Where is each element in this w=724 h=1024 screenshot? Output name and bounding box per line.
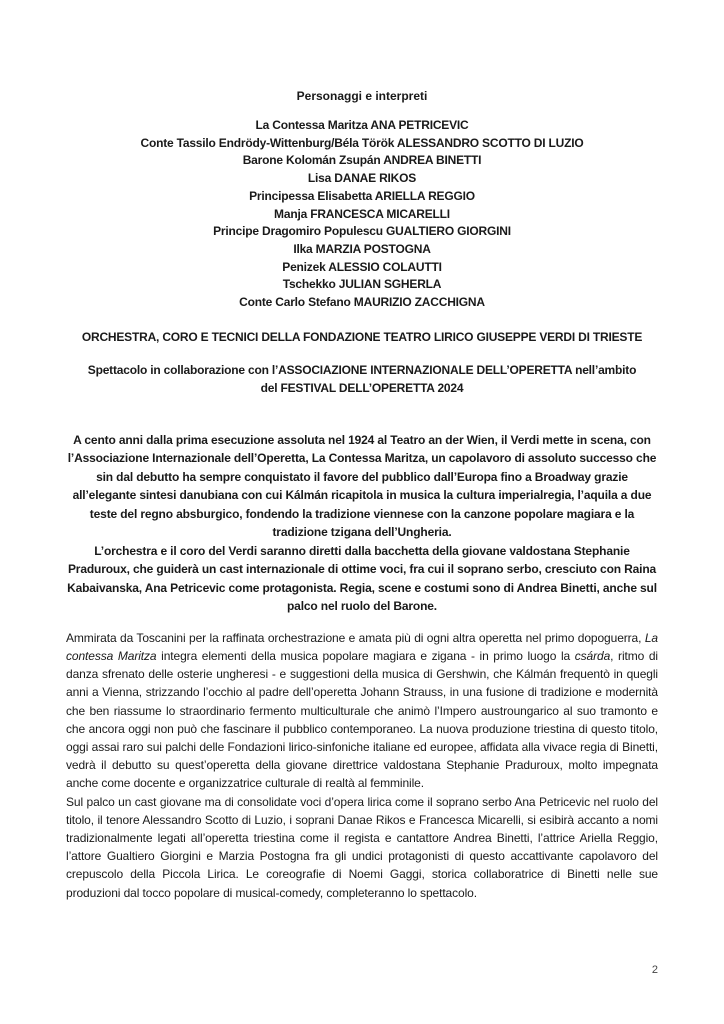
page-content	[66, 87, 658, 902]
intro-paragraph-1: A cento anni dalla prima esecuzione assoluta nel 1924 al Teatro an der Wien, il Verdi mette in scena, con l’Associazione Internazionale dell’Operetta, La Contessa Maritza, un capolavoro di assoluto successo che sin dal debutto ha sempre conquistato il favore del pubblico dall’Europa fino a Broadway grazie all’elegante sintesi danubiana con cui Kálmán ricapitola in musica la cultura imperialregia, l’aquila a due teste del regno absburgico, fondendo la tradizione viennese con la canzone popolare magiara e la tradizione tzigana dell’Ungheria.	[67, 432, 657, 540]
collaboration-note	[66, 361, 658, 397]
italic-term: csárda	[574, 648, 611, 663]
cast-line: Ilka MARZIA POSTOGNA	[293, 241, 431, 256]
cast-line: La Contessa Maritza ANA PETRICEVIC	[255, 118, 469, 132]
orchestra-credit: ORCHESTRA, CORO E TECNICI DELLA FONDAZIONE TEATRO LIRICO GIUSEPPE VERDI DI TRIESTE	[81, 329, 643, 344]
cast-line: Principessa Elisabetta ARIELLA REGGIO	[249, 188, 475, 203]
collaboration-line-1: Spettacolo in collaborazione con l’ASSOCIAZIONE INTERNAZIONALE DELL’OPERETTA nell’ambito	[87, 362, 637, 377]
body-block	[66, 629, 658, 902]
section-title: Personaggi e interpreti	[296, 89, 428, 103]
body-text-segment: integra elementi della musica popolare magiara e zigana - in primo luogo la	[156, 648, 575, 663]
cast-line: Manja FRANCESCA MICARELLI	[274, 206, 450, 221]
page-number: 2	[651, 964, 658, 976]
cast-line: Conte Tassilo Endrödy-Wittenburg/Béla Török ALESSANDRO SCOTTO DI LUZIO	[140, 135, 584, 150]
italic-work-title: La contessa Maritza	[66, 630, 658, 663]
cast-line: Lisa DANAE RIKOS	[307, 171, 417, 186]
body-paragraph-2: Sul palco un cast giovane ma di consolidate voci d’opera lirica come il soprano serbo Ana Petricevic nel ruolo del titolo, il tenore Alessandro Scotto di Luzio, i soprani Danae Rikos e Francesca Micarelli, si esibirà accanto a nomi tradizionalmente legati all’operetta triestina come il regista e cantattore Andrea Binetti, l’attrice Ariella Reggio, l’attore Gualtiero Giorgini e Marzia Postogna fra gli undici protagonisti di questo accattivante capolavoro del crepuscolo della Piccola Lirica. Le coreografie di Noemi Gaggi, storica collaboratrice di Binetti nelle sue produzioni dal tocco popolare di musical-comedy, completeranno lo spettacolo.	[66, 794, 658, 900]
body-text-segment: , ritmo di danza sfrenato delle osterie ungheresi - e suggestioni della musica di Gershwin, che Kálmán frequentò in quegli anni a Vienna, strizzando l’occhio al padre dell’operetta Johann Strauss, in una fusione di tradizione e modernità che ben riassume lo straordinario fermento multiculturale che animò l’Impero austroungarico al suo tramonto e che ancora oggi non può che fascinare il pubblico contemporaneo. La nuova produzione triestina di questo titolo, oggi assai raro sui palchi delle Fondazioni lirico-sinfoniche italiane ed europee, affidata alla vivace regia di Binetti, vedrà il debutto su quest’operetta della giovane direttrice valdostana Stephanie Praduroux, molto impegnata anche come docente e organizzatrice culturale di realtà al femminile.	[66, 648, 658, 791]
intro-paragraph-2: L’orchestra e il coro del Verdi saranno diretti dalla bacchetta della giovane valdostana Stephanie Praduroux, che guiderà un cast internazionale di ottime voci, fra cui il soprano serbo, cresciuto con Raina Kabaivanska, Ana Petricevic come protagonista. Regia, scene e costumi sono di Andrea Binetti, anche sul palco nel ruolo del Barone.	[67, 543, 657, 614]
intro-block	[66, 431, 658, 616]
cast-line: Tschekko JULIAN SGHERLA	[282, 277, 442, 292]
cast-line: Principe Dragomiro Populescu GUALTIERO GIORGINI	[213, 224, 511, 239]
collaboration-line-2: del FESTIVAL DELL’OPERETTA 2024	[260, 380, 464, 395]
body-paragraph-1	[66, 629, 658, 793]
cast-line: Penizek ALESSIO COLAUTTI	[282, 259, 442, 274]
cast-list	[66, 117, 658, 312]
cast-line: Barone Kolomán Zsupán ANDREA BINETTI	[242, 153, 482, 168]
cast-line: Conte Carlo Stefano MAURIZIO ZACCHIGNA	[239, 295, 485, 310]
body-text-segment: Ammirata da Toscanini per la raffinata orchestrazione e amata più di ogni altra operetta nel primo dopoguerra,	[66, 630, 645, 645]
